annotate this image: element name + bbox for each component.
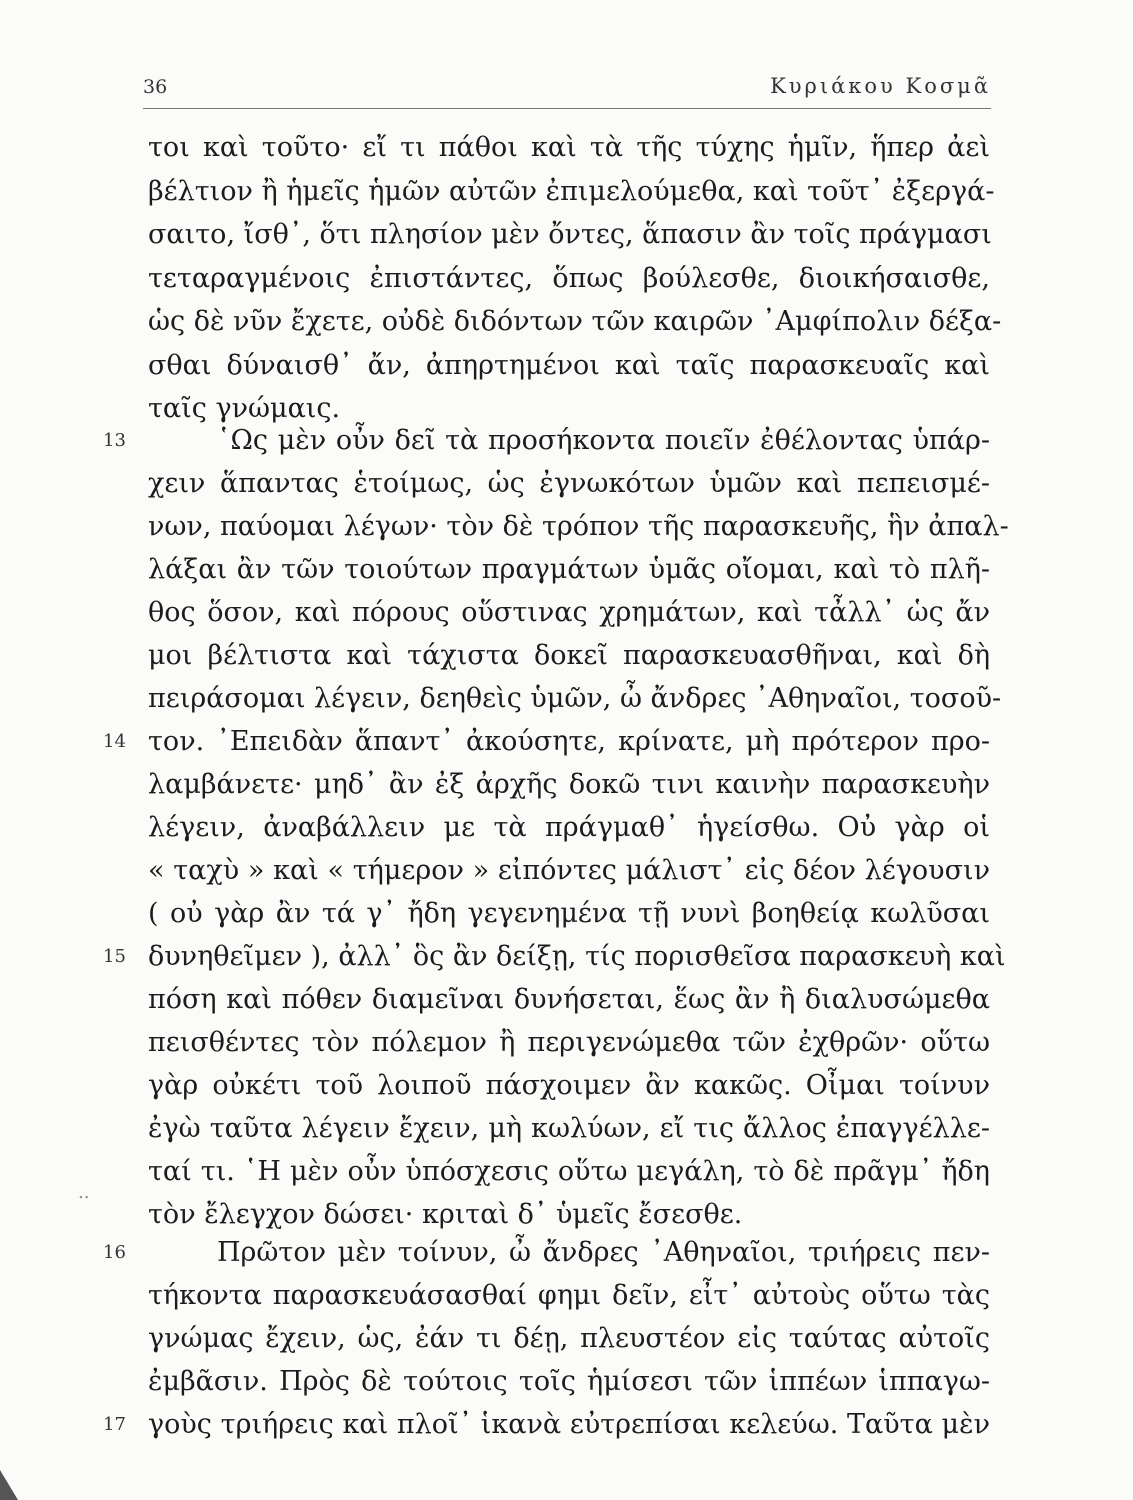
text-line: σαιτο, ἴσθ᾽, ὅτι πλησίον μὲν ὄντες, ἅπασιν ἂν τοῖς πράγμασι xyxy=(148,219,992,250)
text-line: τον. ᾽Επειδὰν ἅπαντ᾽ ἀκούσητε, κρίνατε, μὴ πρότερον προ- xyxy=(148,726,990,757)
text-line: τὸν ἔλεγχον δώσει· κριταὶ δ᾽ ὑμεῖς ἔσεσθε. xyxy=(148,1199,743,1230)
text-line: χειν ἅπαντας ἑτοίμως, ὡς ἐγνωκότων ὑμῶν καὶ πεπεισμέ- xyxy=(148,468,990,499)
text-line: γοὺς τριήρεις καὶ πλοῖ᾽ ἱκανὰ εὐτρεπίσαι κελεύω. Ταῦτα μὲν xyxy=(148,1409,990,1440)
text-line: τοι καὶ τοῦτο· εἴ τι πάθοι καὶ τὰ τῆς τύχης ἡμῖν, ἥπερ ἀεὶ xyxy=(148,132,990,163)
text-line: ταῖς γνώμαις. xyxy=(148,393,341,424)
page-number: 36 xyxy=(143,76,168,98)
text-line: ταί τι. ῾Η μὲν οὖν ὑπόσχεσις οὕτω μεγάλη, τὸ δὲ πρᾶγμ᾽ ἤδη xyxy=(148,1156,990,1187)
text-line: ῾Ως μὲν οὖν δεῖ τὰ προσήκοντα ποιεῖν ἐθέλοντας ὑπάρ- xyxy=(217,425,990,456)
text-line: γὰρ οὐκέτι τοῦ λοιποῦ πάσχοιμεν ἂν κακῶς. Οἶμαι τοίνυν xyxy=(148,1070,990,1101)
page-header xyxy=(143,68,991,109)
text-line: λέγειν, ἀναβάλλειν με τὰ πράγμαθ᾽ ἡγείσθω. Οὐ γὰρ οἱ xyxy=(148,812,990,843)
text-line: πειράσομαι λέγειν, δεηθεὶς ὑμῶν, ὦ ἄνδρες ᾽Αθηναῖοι, τοσοῦ- xyxy=(148,683,1002,714)
text-line: τεταραγμένοις ἐπιστάντες, ὅπως βούλεσθε, διοικήσαισθε, xyxy=(148,263,990,294)
text-line: λάξαι ἂν τῶν τοιούτων πραγμάτων ὑμᾶς οἴομαι, καὶ τὸ πλῆ- xyxy=(148,554,990,585)
text-line: μοι βέλτιστα καὶ τάχιστα δοκεῖ παρασκευασθῆναι, καὶ δὴ xyxy=(148,640,990,671)
section-number: 16 xyxy=(103,1242,126,1263)
section-number: 13 xyxy=(103,430,126,451)
text-line: τήκοντα παρασκευάσασθαί φημι δεῖν, εἶτ᾽ αὐτοὺς οὕτω τὰς xyxy=(148,1280,990,1311)
margin-mark: .. xyxy=(78,1182,90,1203)
section-number: 14 xyxy=(103,731,126,752)
text-line: βέλτιον ἢ ἡμεῖς ἡμῶν αὐτῶν ἐπιμελούμεθα, καὶ τοῦτ᾽ ἐξεργά- xyxy=(148,176,995,207)
text-line: ( οὐ γὰρ ἂν τά γ᾽ ἤδη γεγενημένα τῇ νυνὶ βοηθείᾳ κωλῦσαι xyxy=(148,898,990,929)
section-number: 17 xyxy=(103,1414,126,1435)
text-line: δυνηθεῖμεν ), ἀλλ᾽ ὃς ἂν δείξῃ, τίς πορισθεῖσα παρασκευὴ καὶ xyxy=(148,941,1006,972)
text-line: λαμβάνετε· μηδ᾽ ἂν ἐξ ἀρχῆς δοκῶ τινι καινὴν παρασκευὴν xyxy=(148,769,990,800)
text-line: γνώμας ἔχειν, ὡς, ἐάν τι δέῃ, πλευστέον εἰς ταύτας αὐτοῖς xyxy=(148,1323,990,1354)
text-line: ἐγὼ ταῦτα λέγειν ἔχειν, μὴ κωλύων, εἴ τις ἄλλος ἐπαγγέλλε- xyxy=(148,1113,990,1144)
text-line: θος ὅσον, καὶ πόρους οὕστινας χρημάτων, καὶ τἆλλ᾽ ὡς ἄν xyxy=(148,597,990,628)
page-corner xyxy=(0,1470,18,1500)
text-line: πόση καὶ πόθεν διαμεῖναι δυνήσεται, ἕως ἂν ἢ διαλυσώμεθα xyxy=(148,984,990,1015)
running-head: Κυριάκου Κοσμᾶ xyxy=(770,74,991,98)
text-line: σθαι δύναισθ᾽ ἄν, ἀπηρτημένοι καὶ ταῖς παρασκευαῖς καὶ xyxy=(148,350,990,381)
text-line: πεισθέντες τὸν πόλεμον ἢ περιγενώμεθα τῶν ἐχθρῶν· οὕτω xyxy=(148,1027,990,1058)
text-line: Πρῶτον μὲν τοίνυν, ὦ ἄνδρες ᾽Αθηναῖοι, τριήρεις πεν- xyxy=(217,1237,990,1268)
text-line: νων, παύομαι λέγων· τὸν δὲ τρόπον τῆς παρασκευῆς, ἣν ἀπαλ- xyxy=(148,511,1009,542)
text-line: ὡς δὲ νῦν ἔχετε, οὐδὲ διδόντων τῶν καιρῶν ᾽Αμφίπολιν δέξα- xyxy=(148,306,1002,337)
section-number: 15 xyxy=(103,946,126,967)
text-line: ἐμβᾶσιν. Πρὸς δὲ τούτοις τοῖς ἡμίσεσι τῶν ἱππέων ἱππαγω- xyxy=(148,1366,990,1397)
text-line: « ταχὺ » καὶ « τήμερον » εἰπόντες μάλιστ᾽ εἰς δέον λέγουσιν xyxy=(148,855,990,886)
